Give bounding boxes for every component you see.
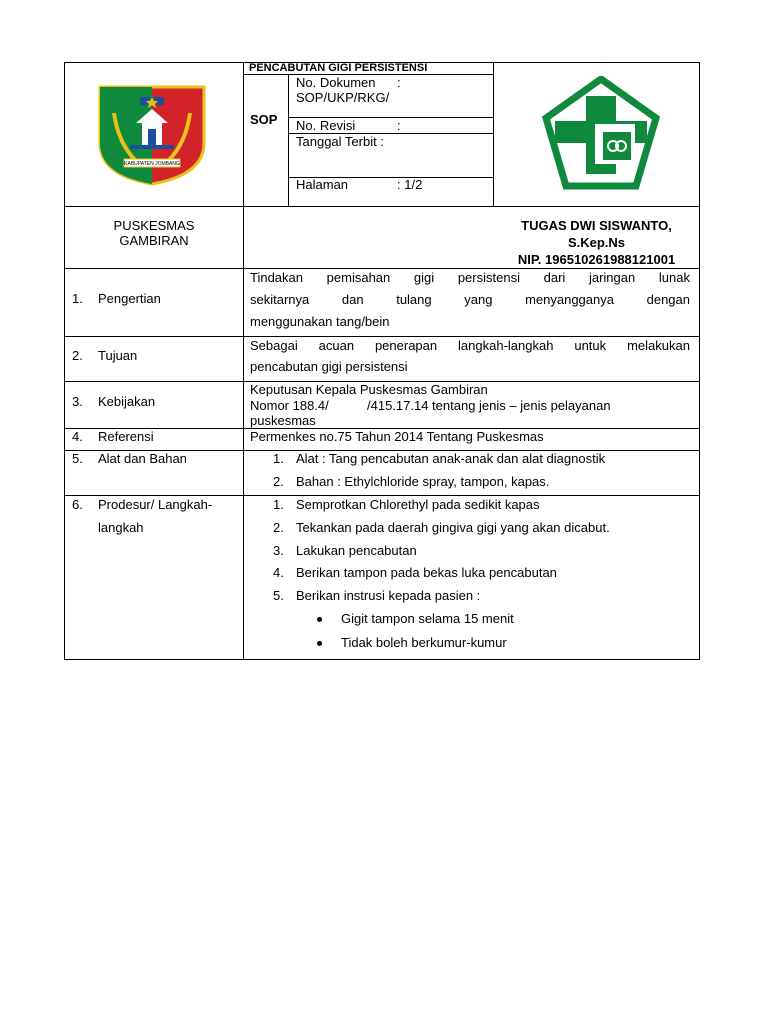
row-number: 4. [72,429,83,444]
bullet-icon [317,617,322,622]
signer-title: S.Kep.Ns [567,235,626,250]
row-number: 5. [72,451,83,466]
list-item: Semprotkan Chlorethyl pada sedikit kapas [296,497,540,512]
list-item-number: 2. [273,520,284,535]
row-number: 1. [72,291,83,306]
list-item-number: 1. [273,497,284,512]
list-item: Berikan instrusi kepada pasien : [296,588,481,603]
pengertian-line1: Tindakan pemisahan gigi persistensi dari jaringan lunak [250,270,690,285]
bullet-item: Gigit tampon selama 15 menit [341,611,514,626]
svg-text:KABUPATEN JOMBANG: KABUPATEN JOMBANG [124,161,180,167]
list-item-number: 4. [273,565,284,580]
kebijakan-line2b: /415.17.14 tentang jenis – jenis pelayanan [367,398,611,413]
prosedur-label-line2: langkah [98,520,144,535]
no-dokumen-colon: : [397,75,401,90]
tujuan-line2: pencabutan gigi persistensi [250,359,408,374]
institution-line1: PUSKESMAS [113,218,195,233]
list-item: Alat : Tang pencabutan anak-anak dan alat diagnostik [296,451,606,466]
tanggal-terbit: Tanggal Terbit : [296,134,384,149]
row-number: 2. [72,348,83,363]
signer-name: TUGAS DWI SISWANTO, [521,218,672,233]
pengertian-label: Pengertian [98,291,161,306]
tujuan-label: Tujuan [98,348,138,363]
list-item: Tekankan pada daerah gingiva gigi yang akan dicabut. [296,520,610,535]
row-number: 6. [72,497,83,512]
no-revisi-label: No. Revisi [296,118,356,133]
kebijakan-label: Kebijakan [98,394,156,409]
halaman-label: Halaman [296,177,349,192]
row-number: 3. [72,394,83,409]
referensi-label: Referensi [98,429,154,444]
no-dokumen-value: SOP/UKP/RKG/ [296,90,390,105]
prosedur-label-line1: Prodesur/ Langkah- [98,497,213,512]
kebijakan-line1: Keputusan Kepala Puskesmas Gambiran [250,382,488,397]
puskesmas-logo [541,76,661,191]
pengertian-line2: sekitarnya dan tulang yang menyangganya dengan [250,292,690,307]
bullet-item: Tidak boleh berkumur-kumur [341,635,507,650]
institution-line2: GAMBIRAN [119,233,189,248]
list-item: Lakukan pencabutan [296,543,417,558]
sop-label: SOP [250,112,278,127]
bullet-icon [317,641,322,646]
list-item-number: 1. [273,451,284,466]
list-item-number: 5. [273,588,284,603]
tujuan-line1: Sebagai acuan penerapan langkah-langkah untuk melakukan [250,338,690,353]
kebijakan-line3: puskesmas [250,413,316,428]
kebijakan-line2a: Nomor 188.4/ [250,398,329,413]
list-item-number: 2. [273,474,284,489]
list-item-number: 3. [273,543,284,558]
no-dokumen-label: No. Dokumen [296,75,376,90]
pengertian-line3: menggunakan tang/bein [250,314,390,329]
document-title: PENCABUTAN GIGI PERSISTENSI [249,62,428,74]
list-item: Berikan tampon pada bekas luka pencabutan [296,565,557,580]
no-revisi-colon: : [397,118,401,133]
referensi-text: Permenkes no.75 Tahun 2014 Tentang Puskesmas [250,429,544,444]
list-item: Bahan : Ethylchloride spray, tampon, kapas. [296,474,550,489]
alat-label: Alat dan Bahan [98,451,187,466]
regency-crest-logo [96,83,208,186]
signer-nip: NIP. 196510261988121001 [517,252,676,267]
halaman-value: : 1/2 [397,177,423,192]
